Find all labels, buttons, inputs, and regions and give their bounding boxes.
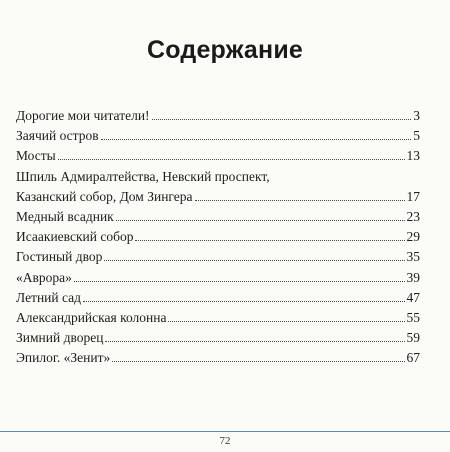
toc-entry-title: Заячий остров xyxy=(16,128,99,144)
toc-entry xyxy=(16,308,420,328)
toc-entry-title: Эпилог. «Зенит» xyxy=(16,350,111,366)
dot-leader xyxy=(195,200,405,201)
dot-leader xyxy=(116,220,405,221)
toc-entry-page: 5 xyxy=(413,128,420,144)
toc-entry xyxy=(16,207,420,227)
toc-entry-page: 29 xyxy=(406,229,420,245)
toc-entry-title-line-2: Казанский собор, Дом Зингера xyxy=(16,188,193,204)
toc-entry-title: Исаакиевский собор xyxy=(16,229,134,245)
toc-entry-page: 35 xyxy=(406,249,420,265)
toc-entry-title: Летний сад xyxy=(16,289,82,305)
page-title: Содержание xyxy=(146,36,304,64)
toc-entry-page: 67 xyxy=(406,350,420,366)
dot-leader xyxy=(83,301,404,302)
toc-entry-title: Мосты xyxy=(16,148,56,164)
dot-leader xyxy=(112,361,404,362)
toc-entry xyxy=(16,348,420,368)
toc-entry xyxy=(16,247,420,267)
toc-entry-page: 39 xyxy=(406,269,420,285)
toc-entry-title: Медный всадник xyxy=(16,209,114,225)
toc-entry-title: Дорогие мои читатели! xyxy=(16,108,150,123)
toc-entry xyxy=(16,288,420,308)
toc-entry-page: 23 xyxy=(406,209,420,225)
toc-entry-page: 47 xyxy=(406,289,420,305)
toc-entry-page: 55 xyxy=(406,310,420,326)
toc-entry xyxy=(16,167,420,207)
toc-entry xyxy=(16,146,420,166)
dot-leader xyxy=(101,139,412,140)
dot-leader xyxy=(58,159,405,160)
footer-divider xyxy=(0,431,450,432)
table-of-contents xyxy=(16,106,420,369)
toc-entry-title-line-1: Шпиль Адмиралтейства, Невский проспект, xyxy=(16,168,270,184)
toc-entry-title: Гостиный двор xyxy=(16,249,103,265)
toc-entry-title: «Аврора» xyxy=(16,269,72,285)
toc-entry-page: 13 xyxy=(406,148,420,164)
toc-entry xyxy=(16,227,420,247)
page-number: 72 xyxy=(219,435,231,447)
toc-entry-title: Александрийская колонна xyxy=(16,310,167,326)
toc-entry-title: Зимний дворец xyxy=(16,330,104,346)
toc-entry-page: 59 xyxy=(406,330,420,346)
toc-entry xyxy=(16,126,420,146)
dot-leader xyxy=(105,341,404,342)
dot-leader xyxy=(168,321,404,322)
dot-leader xyxy=(152,119,412,120)
dot-leader xyxy=(135,240,404,241)
dot-leader xyxy=(104,260,404,261)
toc-entry-page: 3 xyxy=(413,108,420,123)
toc-entry xyxy=(16,328,420,348)
toc-entry xyxy=(16,268,420,288)
toc-entry-page: 17 xyxy=(406,188,420,204)
dot-leader xyxy=(74,281,405,282)
toc-entry xyxy=(16,106,420,126)
